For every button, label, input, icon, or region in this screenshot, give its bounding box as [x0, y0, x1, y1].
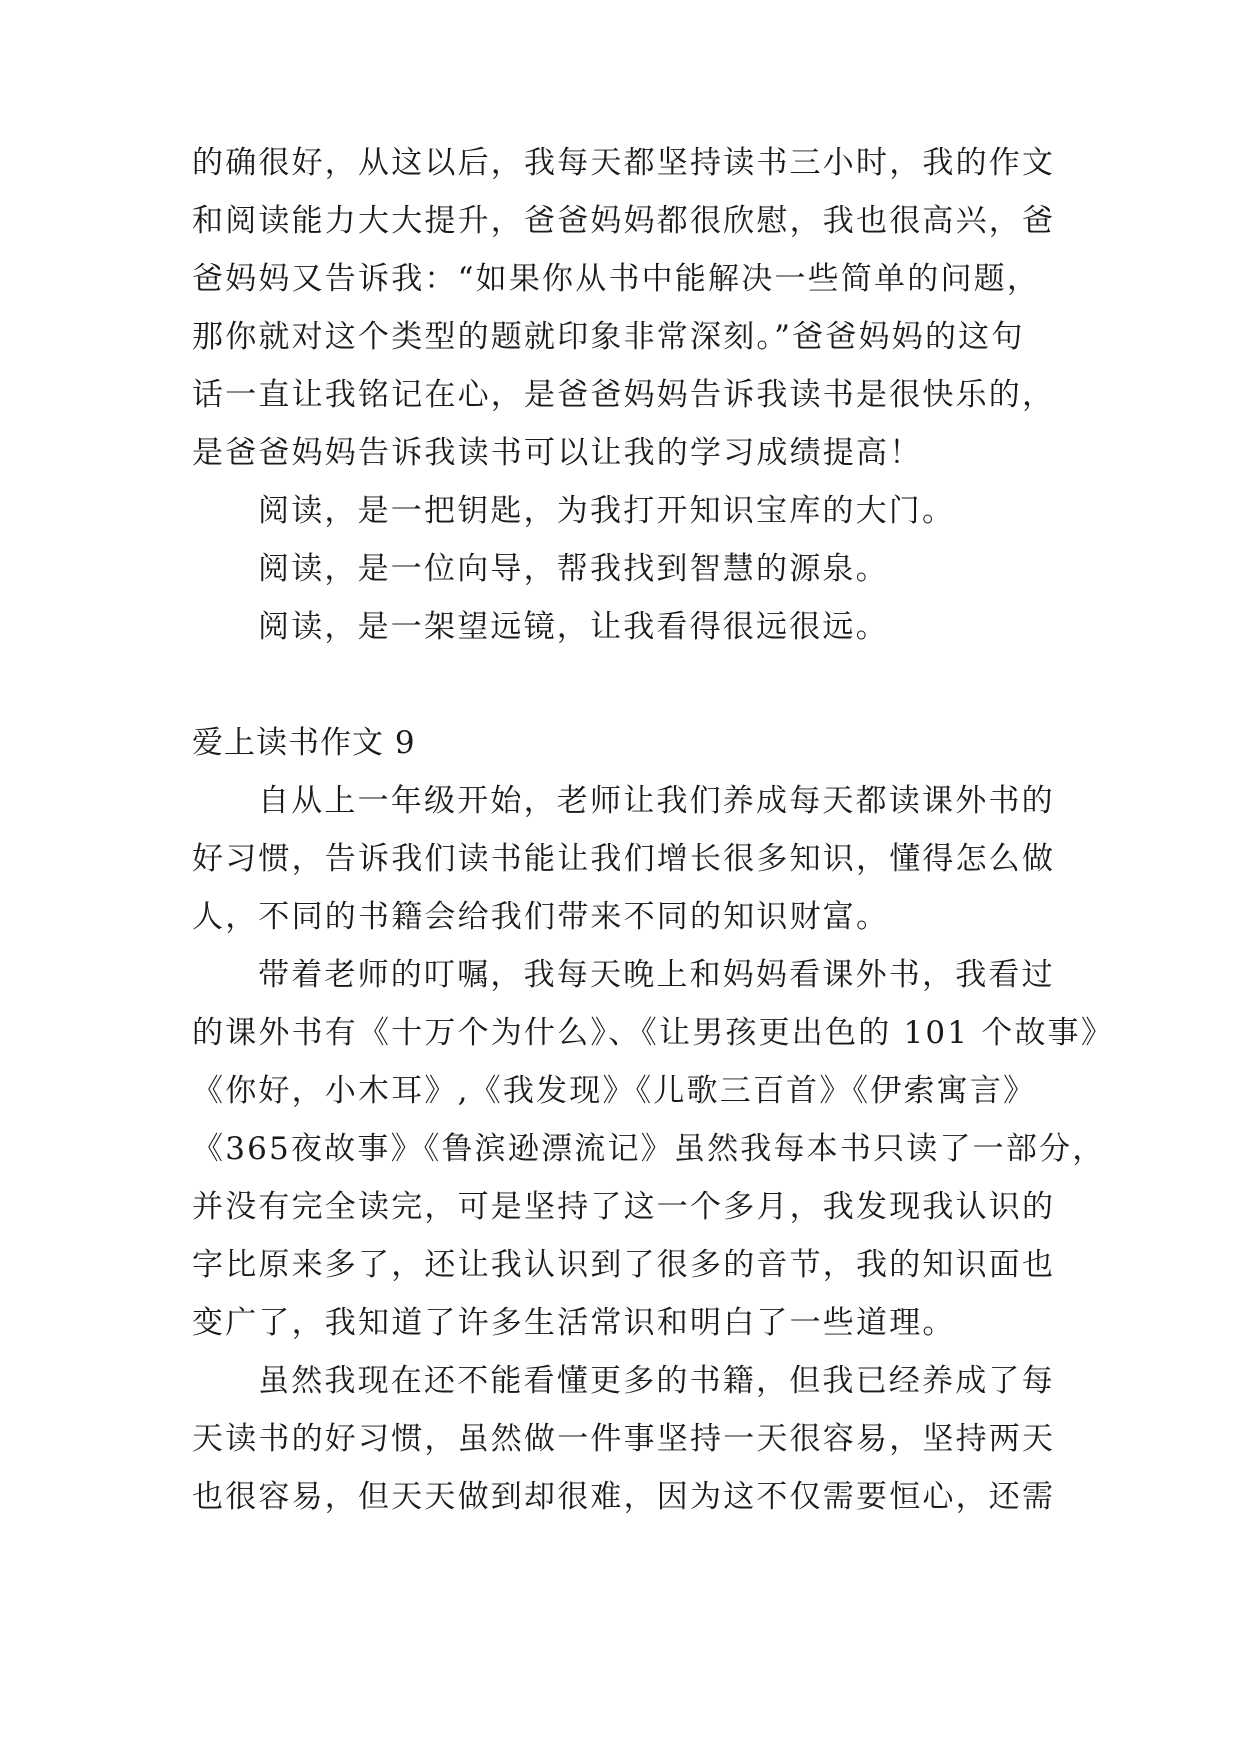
text-line: 话一直让我铭记在心，是爸爸妈妈告诉我读书是很快乐的， — [192, 377, 1056, 413]
text-line: 和阅读能力大大提升，爸爸妈妈都很欣慰，我也很高兴，爸 — [192, 203, 1056, 239]
text-line: 虽然我现在还不能看懂更多的书籍，但我已经养成了每 — [258, 1363, 1055, 1399]
text-line: 是爸爸妈妈告诉我读书可以让我的学习成绩提高！ — [192, 435, 923, 471]
text-line: 的课外书有《十万个为什么》、《让男孩更出色的 101 个故事》 — [192, 1015, 1115, 1051]
reading-line: 阅读，是一把钥匙，为我打开知识宝库的大门。 — [258, 493, 956, 529]
text-line: 并没有完全读完，可是坚持了这一个多月，我发现我认识的 — [192, 1189, 1056, 1225]
section-title: 爱上读书作文 9 — [192, 725, 416, 761]
text-line: 天读书的好习惯，虽然做一件事坚持一天很容易，坚持两天 — [192, 1421, 1056, 1457]
text-line: 字比原来多了，还让我认识到了很多的音节，我的知识面也 — [192, 1247, 1056, 1283]
text-line: 也很容易，但天天做到却很难，因为这不仅需要恒心，还需 — [192, 1479, 1056, 1515]
text-line: 《365夜故事》《鲁滨逊漂流记》虽然我每本书只读了一部分， — [192, 1131, 1106, 1167]
reading-line: 阅读，是一架望远镜，让我看得很远很远。 — [258, 609, 889, 645]
text-line: 自从上一年级开始，老师让我们养成每天都读课外书的 — [258, 783, 1055, 819]
text-line: 变广了，我知道了许多生活常识和明白了一些道理。 — [192, 1305, 956, 1341]
text-line: 带着老师的叮嘱，我每天晚上和妈妈看课外书，我看过 — [258, 957, 1055, 993]
text-line: 《你好，小木耳》,《我发现》《儿歌三百首》《伊索寓言》 — [192, 1073, 1037, 1109]
text-line: 那你就对这个类型的题就印象非常深刻。”爸爸妈妈的这句 — [192, 319, 1025, 355]
text-line: 的确很好，从这以后，我每天都坚持读书三小时，我的作文 — [192, 145, 1056, 181]
reading-line: 阅读，是一位向导，帮我找到智慧的源泉。 — [258, 551, 889, 587]
text-line: 人，不同的书籍会给我们带来不同的知识财富。 — [192, 899, 890, 935]
text-line: 好习惯，告诉我们读书能让我们增长很多知识，懂得怎么做 — [192, 841, 1056, 877]
text-line: 爸妈妈又告诉我：“如果你从书中能解决一些简单的问题， — [192, 261, 1041, 297]
